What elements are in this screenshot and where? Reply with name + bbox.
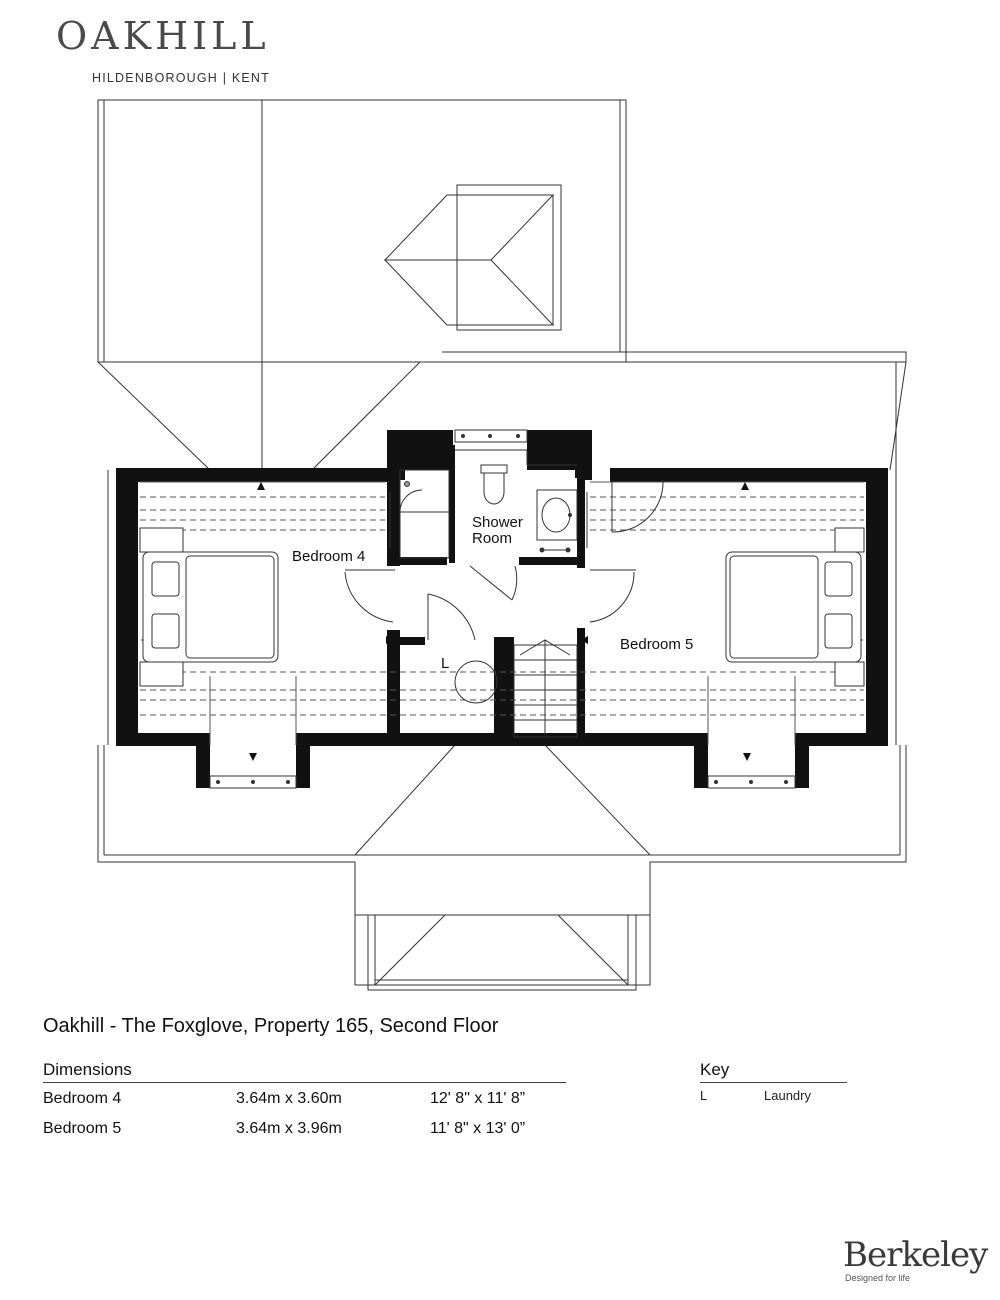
berkeley-logo: [843, 1235, 988, 1283]
dimension-room: Bedroom 4: [43, 1090, 122, 1107]
roof-dormer: [457, 185, 561, 330]
key-meaning: Laundry: [764, 1088, 811, 1103]
label-shower-room-line2: Room: [472, 530, 513, 547]
label-laundry: L: [441, 655, 450, 672]
dimension-metric: 3.64m x 3.96m: [236, 1120, 342, 1137]
key-divider: [700, 1082, 847, 1083]
berkeley-logo-tagline: Designed for life: [845, 1273, 911, 1283]
brand-location: HILDENBOROUGH | KENT: [92, 71, 270, 85]
berkeley-logo-name: Berkeley: [843, 1235, 988, 1275]
upper-roof: [98, 100, 626, 362]
label-bedroom-5: Bedroom 5: [620, 636, 694, 653]
dimension-imperial: 12' 8" x 11' 8”: [430, 1090, 526, 1107]
dimension-metric: 3.64m x 3.60m: [236, 1090, 342, 1107]
bed-bedroom-4: [140, 528, 278, 686]
label-bedroom-4: Bedroom 4: [292, 548, 366, 565]
laundry-and-stairs: [455, 640, 577, 737]
brand-logo: OAKHILL: [56, 14, 270, 58]
plan-title: Oakhill - The Foxglove, Property 165, Second Floor: [43, 1015, 499, 1037]
dimensions-divider: [43, 1082, 566, 1083]
dimension-room: Bedroom 5: [43, 1120, 122, 1137]
label-shower-room-line1: Shower: [472, 514, 523, 531]
key-code: L: [700, 1088, 708, 1103]
internal-walls: [387, 445, 592, 740]
key-heading: Key: [700, 1060, 730, 1079]
dimensions-heading: Dimensions: [43, 1060, 132, 1079]
bed-bedroom-5: [726, 528, 864, 686]
dimension-imperial: 11' 8" x 13' 0”: [430, 1120, 526, 1137]
